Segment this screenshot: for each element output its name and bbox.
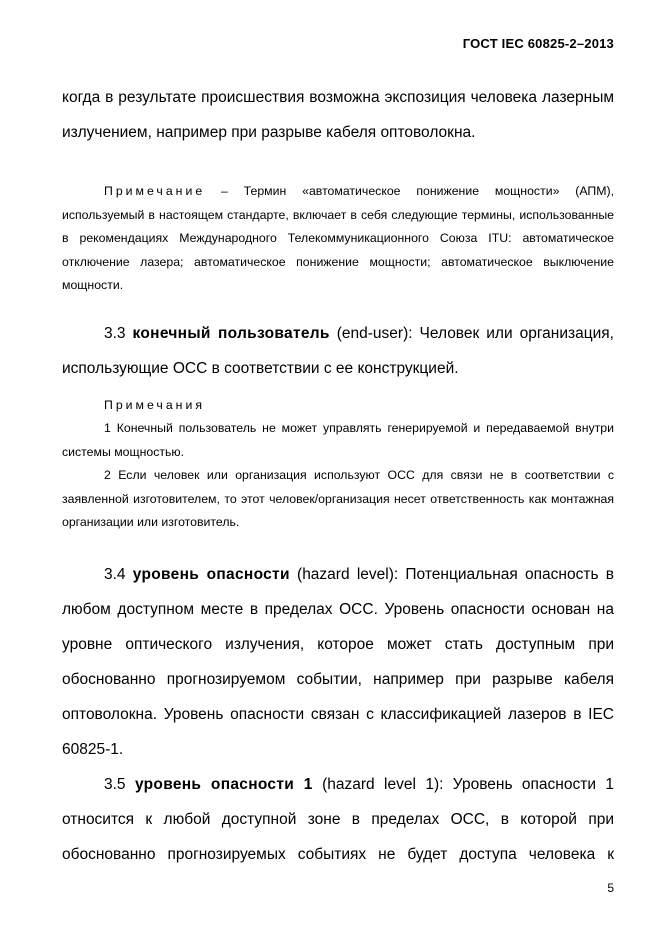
- note-apm-text: – Термин «автоматическое понижение мощности» (АПМ), используемый в настоящем стандарте, включает в себя следующие термины, использованные в рекомендациях Международного Телекоммуникационного Союза ITU: автоматическое отключение лазера; автоматическое понижение мощности; автоматическое выключение мощности.: [62, 184, 614, 292]
- section-3-4-term: уровень опасности: [132, 565, 290, 583]
- section-3-5-term: уровень опасности 1: [134, 775, 313, 793]
- section-3-5: [62, 767, 614, 872]
- section-3-3-text: (end-user): Человек или организация, использующие ОСС в соответствии с ее конструкцией.: [62, 324, 614, 377]
- page-number: 5: [607, 881, 614, 895]
- section-3-5-text: (hazard level 1): Уровень опасности 1 относится к любой доступной зоне в пределах ОСС, в которой при обоснованно прогнозируемых событиях не будет доступа человека к: [62, 775, 615, 863]
- notes-heading: [62, 394, 614, 418]
- section-3-4-text: (hazard level): Потенциальная опасность в любом доступном месте в пределах ОСС. Уровень опасности основан на уровне оптического излучения, которое может стать доступным при обоснованно прогнозируемом событии, например при разрыве кабеля оптоволокна. Уровень опасности связан с классификацией лазеров в IEC 60825-1.: [62, 565, 615, 758]
- section-3-5-number: 3.5: [104, 775, 135, 793]
- notes-label: Примечания: [104, 397, 205, 412]
- note-2: 2 Если человек или организация используют ОСС для связи не в соответствии с заявленной изготовителем, то этот человек/организация несет ответственность как монтажная организации или изготовитель.: [62, 468, 614, 529]
- section-3-3-term: конечный пользователь: [132, 324, 330, 342]
- page-body: [62, 80, 614, 872]
- document-id-header: ГОСТ IEC 60825-2–2013: [462, 36, 614, 51]
- section-3-3-number: 3.3: [104, 324, 133, 342]
- section-3-3: [62, 316, 614, 386]
- section-3-4-number: 3.4: [104, 565, 133, 583]
- note-1: 1 Конечный пользователь не может управлять генерируемой и передаваемой внутри системы мощностью.: [62, 421, 614, 459]
- intro-paragraph: когда в результате происшествия возможна экспозиция человека лазерным излучением, например при разрыве кабеля оптоволокна.: [62, 89, 614, 141]
- note-apm-label: Примечание: [104, 184, 206, 198]
- section-3-4: [62, 557, 614, 767]
- note-apm: [62, 180, 614, 298]
